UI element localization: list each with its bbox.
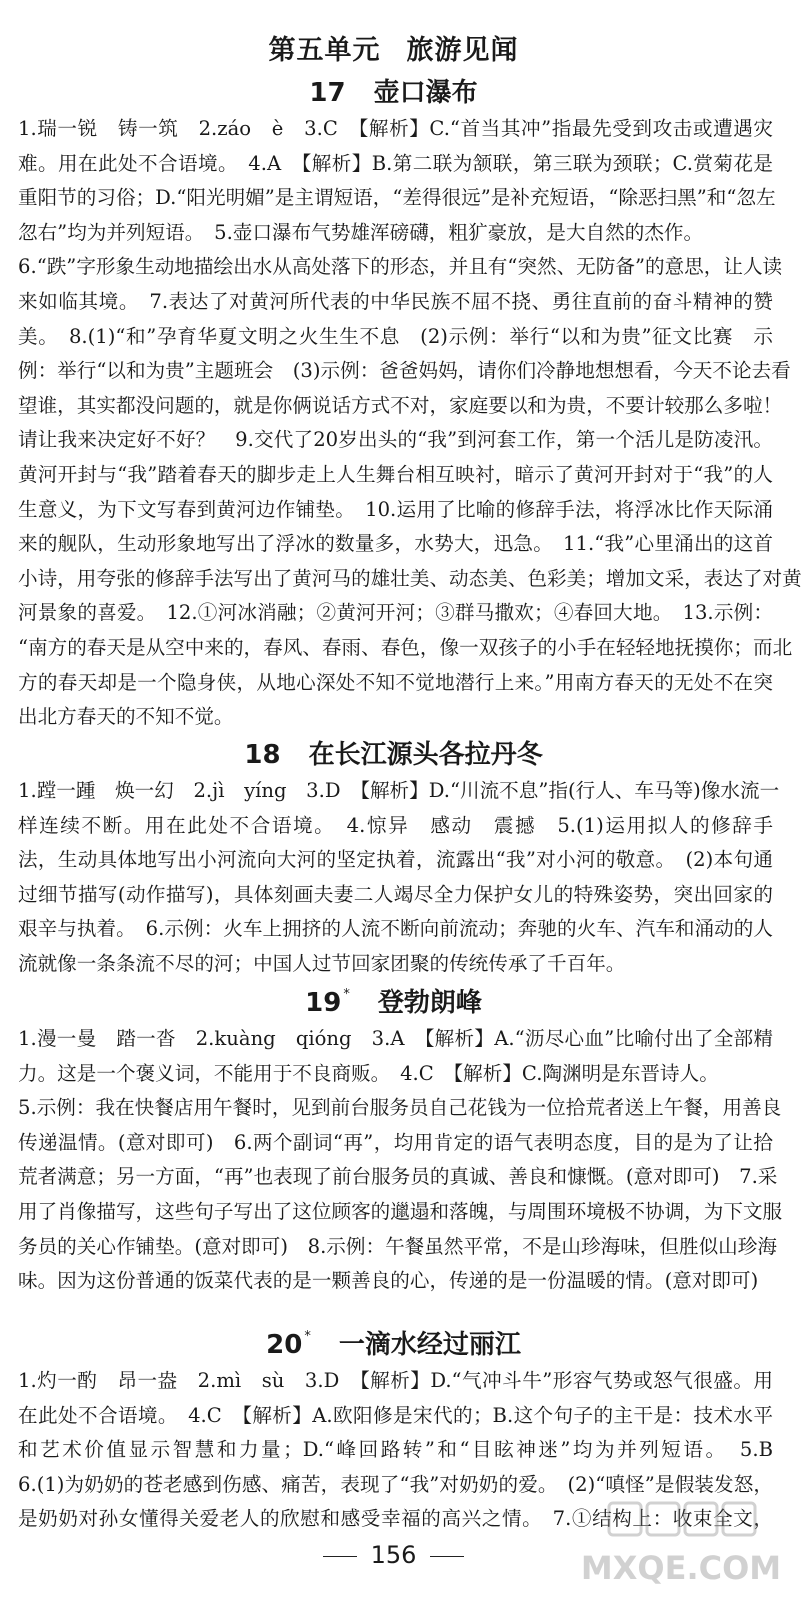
lesson-title: 壶口瀑布 [373, 78, 478, 108]
lesson-number-text: 19 [305, 988, 342, 1018]
answer-line: 来的舰队，生动形象地写出了浮冰的数量多，水势大，迅急。 11.“我”心里涌出的这首 [18, 532, 773, 556]
answer-line: 荒者满意；另一方面，“再”也表现了前台服务员的真诚、善良和慷慨。(意对即可) 7.采 [18, 1165, 778, 1189]
unit-title [0, 28, 787, 67]
answer-line: 例：举行“以和为贵”主题班会 (3)示例：爸爸妈妈，请你们冷静地想想看，今天不论去看 [18, 359, 791, 383]
answer-line: 务员的关心作铺垫。(意对即可) 8.示例：午餐虽然平常，不是山珍海味，但胜似山珍海 [18, 1234, 777, 1258]
lesson-17-heading [0, 72, 787, 109]
answer-line: 力。这是一个褒义词，不能用于不良商贩。 4.C 【解析】C.陶渊明是东晋诗人。 [18, 1061, 719, 1085]
lesson-19-answers [18, 1022, 783, 1299]
unit-title-text: 第五单元 [268, 35, 381, 66]
answer-line: 出北方春天的不知不觉。 [18, 705, 234, 729]
answer-line: 样连续不断。用在此处不合语境。 4.惊异 感动 震撼 5.(1)运用拟人的修辞手 [18, 813, 773, 837]
lesson-20-heading [0, 1324, 787, 1361]
answer-line: 来如临其境。 7.表达了对黄河所代表的中华民族不屈不挠、勇往直前的奋斗精神的赞 [18, 289, 773, 313]
answer-line: 味。因为这份普通的饭菜代表的是一颗善良的心，传递的是一份温暖的情。(意对即可) [18, 1269, 759, 1293]
page-number-dash-left [323, 1556, 357, 1557]
unit-subtitle-text: 旅游见闻 [406, 35, 519, 66]
answer-line: 流就像一条条流不尽的河；中国人过节回家团聚的传统传承了千百年。 [18, 951, 626, 975]
answer-line: 生意义，为下文写春到黄河边作铺垫。 10.运用了比喻的修辞手法，将浮冰比作天际涌 [18, 497, 773, 521]
lesson-number-text: 20 [266, 1330, 303, 1360]
answer-line: 和艺术价值显示智慧和力量；D.“峰回路转”和“目眩神迷”均为并列短语。 5.B [18, 1438, 773, 1462]
lesson-19-heading [0, 982, 787, 1019]
answer-line: 1.蹚一踵 焕一幻 2.jì yíng 3.D 【解析】D.“川流不息”指(行人、车马等)像水流一 [18, 779, 780, 802]
optional-mark: * [304, 1329, 311, 1345]
answer-line: 1.瑞一锐 铸一筑 2.záo è 3.C 【解析】C.“首当其冲”指最先受到攻击或遭遇灾 [18, 117, 773, 140]
lesson-18-answers [18, 774, 780, 982]
lesson-number: 17 [309, 78, 346, 108]
lesson-number [305, 988, 350, 1018]
answer-line: 法，生动具体地写出小河流向大河的坚定执着，流露出“我”对小河的敬意。 (2)本句通 [18, 848, 773, 872]
optional-mark: * [343, 987, 350, 1003]
answer-line: 6.(1)为奶奶的苍老感到伤感、痛苦，表现了“我”对奶奶的爱。 (2)“嗔怪”是假装发怒， [18, 1472, 773, 1496]
answer-line: 重阳节的习俗；D.“阳光明媚”是主谓短语，“差得很远”是补充短语，“除恶扫黑”和“忽左 [18, 186, 776, 210]
lesson-17-answers [18, 112, 802, 735]
answer-line: 请让我来决定好不好？ 9.交代了20岁出头的“我”到河套工作，第一个活儿是防凌汛。 [18, 428, 773, 452]
lesson-title: 一滴水经过丽江 [338, 1330, 521, 1360]
page-number-text: 156 [370, 1541, 417, 1569]
answer-line: 在此处不合语境。 4.C 【解析】A.欧阳修是宋代的；B.这个句子的主干是：技术水平 [18, 1403, 773, 1427]
answer-line: 1.灼一酌 昂一盎 2.mì sù 3.D 【解析】D.“气冲斗牛”形容气势或怒气很盛。用 [18, 1369, 773, 1392]
answer-line: 1.漫一曼 踏一沓 2.kuàng qióng 3.A 【解析】A.“沥尽心血”比喻付出了全部精 [18, 1027, 773, 1050]
lesson-title: 在长江源头各拉丹冬 [308, 740, 543, 770]
answer-line: 望谁，其实都没问题的，就是你俩说话方式不对，家庭要以和为贵，不要计较那么多啦！ [18, 393, 783, 417]
answer-line: 传递温情。(意对即可) 6.两个副词“再”，均用肯定的语气表明态度，目的是为了让拾 [18, 1130, 773, 1154]
watermark-logo [580, 1497, 782, 1592]
answer-line: 5.示例：我在快餐店用午餐时，见到前台服务员自己花钱为一位拾荒者送上午餐，用善良 [18, 1096, 782, 1120]
lesson-18-heading [0, 734, 787, 771]
answer-line: 6.“跌”字形象生动地描绘出水从高处落下的形态，并且有“突然、无防备”的意思，让人读 [18, 255, 783, 279]
answer-line: 方的春天却是一个隐身侠，从地心深处不知不觉地潜行上来。”用南方春天的无处不在突 [18, 670, 773, 694]
page-number-dash-right [430, 1556, 464, 1557]
answer-line: 忽右”均为并列短语。 5.壶口瀑布气势雄浑磅礴，粗犷豪放，是大自然的杰作。 [18, 220, 704, 244]
answer-line: “南方的春天是从空中来的，春风、春雨、春色，像一双孩子的小手在轻轻地抚摸你；而北 [18, 635, 793, 659]
lesson-number: 18 [244, 740, 281, 770]
answer-line: 用了肖像描写，这些句子写出了这位顾客的邋遢和落魄，与周围环境极不协调，为下文服 [18, 1199, 783, 1223]
answer-line: 过细节描写(动作描写)，具体刻画夫妻二人竭尽全力保护女儿的特殊姿势，突出回家的 [18, 882, 773, 906]
answer-line: 黄河开封与“我”踏着春天的脚步走上人生舞台相互映衬，暗示了黄河开封对于“我”的人 [18, 462, 773, 486]
answer-line: 河景象的喜爱。 12.①河冰消融；②黄河开河；③群马撒欢；④春回大地。 13.示例： [18, 601, 773, 625]
lesson-title: 登勃朗峰 [377, 988, 482, 1018]
answer-line: 难。用在此处不合语境。 4.A 【解析】B.第二联为颔联，第三联为颈联；C.赏菊花是 [18, 151, 773, 175]
answer-line: 小诗，用夸张的修辞手法写出了黄河马的雄壮美、动态美、色彩美；增加文采，表达了对黄 [18, 566, 802, 590]
answer-line: 美。 8.(1)“和”孕育华夏文明之火生生不息 (2)示例：举行“以和为贵”征文比赛 示 [18, 324, 773, 348]
lesson-number [266, 1330, 311, 1360]
watermark-text: MXQE.COM [580, 1549, 782, 1587]
answer-line: 艰辛与执着。 6.示例：火车上拥挤的人流不断向前流动；奔驰的火车、汽车和涌动的人 [18, 917, 773, 941]
answer-line: 是奶奶对孙女懂得关爱老人的欣慰和感受幸福的高兴之情。 7.①结构上：收束全文， [18, 1507, 773, 1531]
